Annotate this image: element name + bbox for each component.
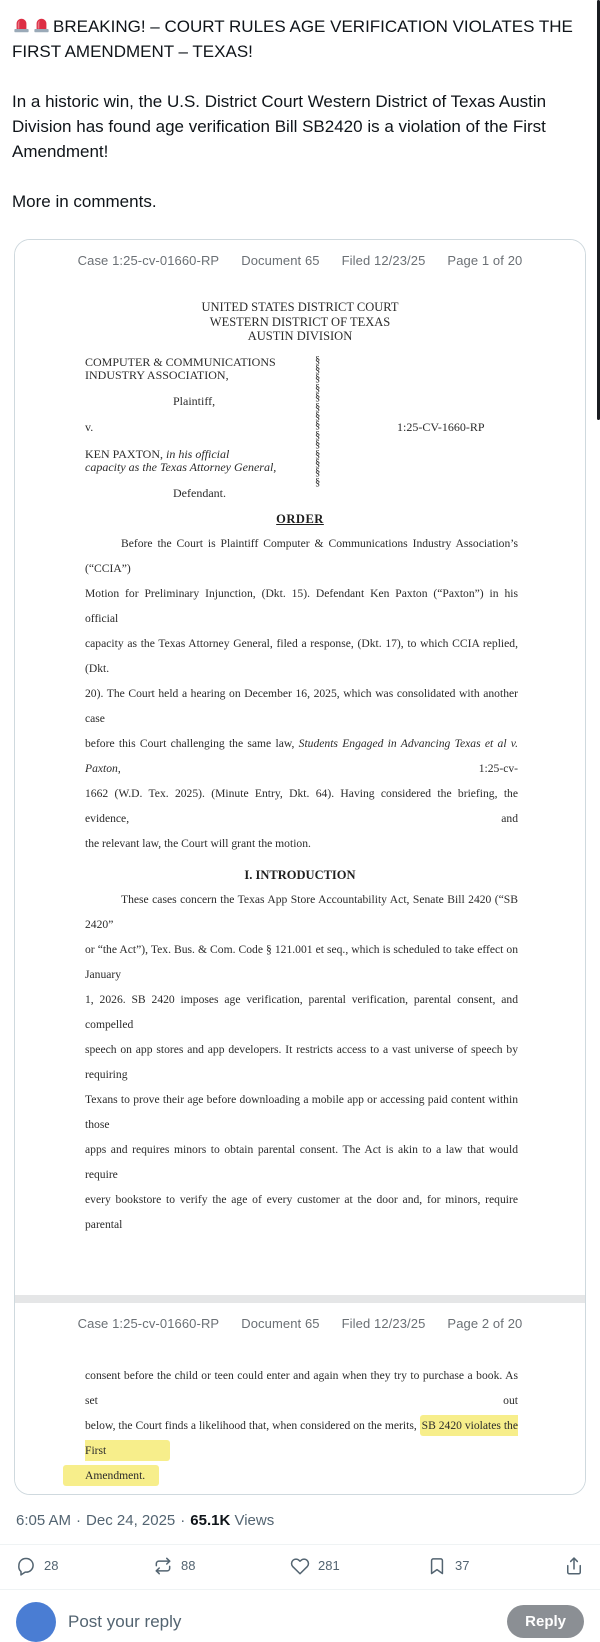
section-symbol-column: § § § § § § § § § § § § § § (315, 354, 321, 488)
bookmark-icon (427, 1556, 447, 1576)
reply-count: 28 (44, 1558, 59, 1573)
page2-paragraph: consent before the child or teen could enter and again when they try to purchase a book. As set out below, the Court finds a likelihood that, when considered on the merits, SB 2420 violates the First Amendment. (85, 1363, 518, 1488)
defendant-name: KEN PAXTON, in his official (85, 446, 230, 461)
document-image-card[interactable] (14, 239, 586, 1495)
reply-button[interactable] (16, 1556, 153, 1576)
views-count: 65.1K (190, 1511, 231, 1529)
order-heading: ORDER (276, 511, 324, 526)
case-caption (85, 356, 585, 502)
reply-input[interactable]: Post your reply (68, 1611, 182, 1631)
siren-icons (12, 16, 51, 35)
doc-page-number: Page 1 of 20 (447, 253, 523, 268)
repost-count: 88 (181, 1558, 196, 1573)
court-heading: UNITED STATES DISTRICT COURT WESTERN DISTRICT OF TEXAS AUSTIN DIVISION (201, 300, 399, 343)
plaintiff-label: Plaintiff, (173, 394, 216, 409)
post-title-line1: BREAKING! – COURT RULES AGE VERIFICATION VIOLATES THE (53, 17, 573, 36)
share-icon (564, 1556, 584, 1576)
reply-composer (0, 1590, 600, 1642)
post-date: Dec 24, 2025 (86, 1511, 176, 1529)
repost-icon (153, 1556, 173, 1576)
post-body (0, 0, 600, 214)
doc-case-number: Case 1:25-cv-01660-RP (77, 253, 220, 268)
post-meta: 6:05 AM · Dec 24, 2025 · 65.1K Views (16, 1511, 275, 1529)
share-button[interactable] (564, 1556, 584, 1576)
siren-icon (32, 16, 51, 35)
like-count: 281 (318, 1558, 340, 1573)
plaintiff-name: COMPUTER & COMMUNICATIONS (85, 354, 276, 369)
post-title (12, 14, 588, 64)
post-paragraph: In a historic win, the U.S. District Court Western District of Texas Austin Division has found age verification Bill SB2420 is a violation of the First Amendment! (12, 92, 547, 161)
document-page-2 (15, 1303, 585, 1494)
like-button[interactable] (290, 1556, 427, 1576)
user-avatar[interactable] (16, 1602, 56, 1642)
doc-filed-date: Filed 12/23/25 (341, 253, 426, 268)
introduction-heading: I. INTRODUCTION (244, 867, 356, 882)
post-more-text: More in comments. (12, 192, 157, 211)
repost-button[interactable] (153, 1556, 290, 1576)
defendant-label: Defendant. (173, 486, 226, 501)
heart-icon (290, 1556, 310, 1576)
reply-submit-button[interactable]: Reply (507, 1605, 584, 1638)
doc-page2-header: Case 1:25-cv-01660-RP Document 65 Filed 12/23/25 Page 2 of 20 (77, 1315, 523, 1331)
order-paragraph-1: Before the Court is Plaintiff Computer & Communications Industry Association’s (“CCIA”) Motion for Preliminary Injunction, (Dkt. 15). Defendant Ken Paxton (“Paxton”) in his official capacity as the Texas Attorney General, filed a response, (Dkt. 17), to which CCIA replied, (Dkt. 20). The Court held a hearing on December 16, 2025, which was consolidated with another case before this Court challenging the same law, Students Engaged in Advancing Texas et al v. Paxton, 1:25-cv- 1662 (W.D. Tex. 2025). (Minute Entry, Dkt. 64). Having considered the briefing, the evidence, and the relevant law, the Court will grant the motion. (85, 536, 518, 850)
document-page-1 (15, 240, 585, 1295)
siren-icon (12, 16, 31, 35)
engagement-bar (0, 1545, 600, 1587)
bookmark-count: 37 (455, 1558, 470, 1573)
post-title-line2: FIRST AMENDMENT – TEXAS! (12, 42, 253, 61)
bookmark-button[interactable] (427, 1556, 564, 1576)
post-time: 6:05 AM (16, 1511, 72, 1529)
views-label: Views (234, 1511, 275, 1529)
versus: v. (85, 420, 94, 435)
caption-case-number: 1:25-CV-1660-RP (397, 419, 485, 434)
introduction-paragraph: These cases concern the Texas App Store Accountability Act, Senate Bill 2420 (“SB 2420” or “the Act”), Tex. Bus. & Com. Code § 121.001 et seq., which is scheduled to take effect on January 1, 2026. SB 2420 imposes age verification, parental verification, parental consent, and compelled speech on app stores and app developers. It restricts access to a vast universe of speech by requiring Texans to prove their age before downloading a mobile app or accessing paid content within those apps and requires minors to obtain parental consent. The Act is akin to a law that would require every bookstore to verify the age of every customer at the door and, for minors, require parental (85, 892, 518, 1231)
doc-document-number: Document 65 (241, 253, 320, 268)
doc-page1-header (15, 240, 585, 268)
caption-parties: COMPUTER & COMMUNICATIONS INDUSTRY ASSOCIATION, Plaintiff, v. KEN PAXTON, in his official capacity as the Texas Attorney General, Defendant. (85, 356, 330, 501)
reply-icon (16, 1556, 36, 1576)
page-divider (15, 1295, 585, 1303)
